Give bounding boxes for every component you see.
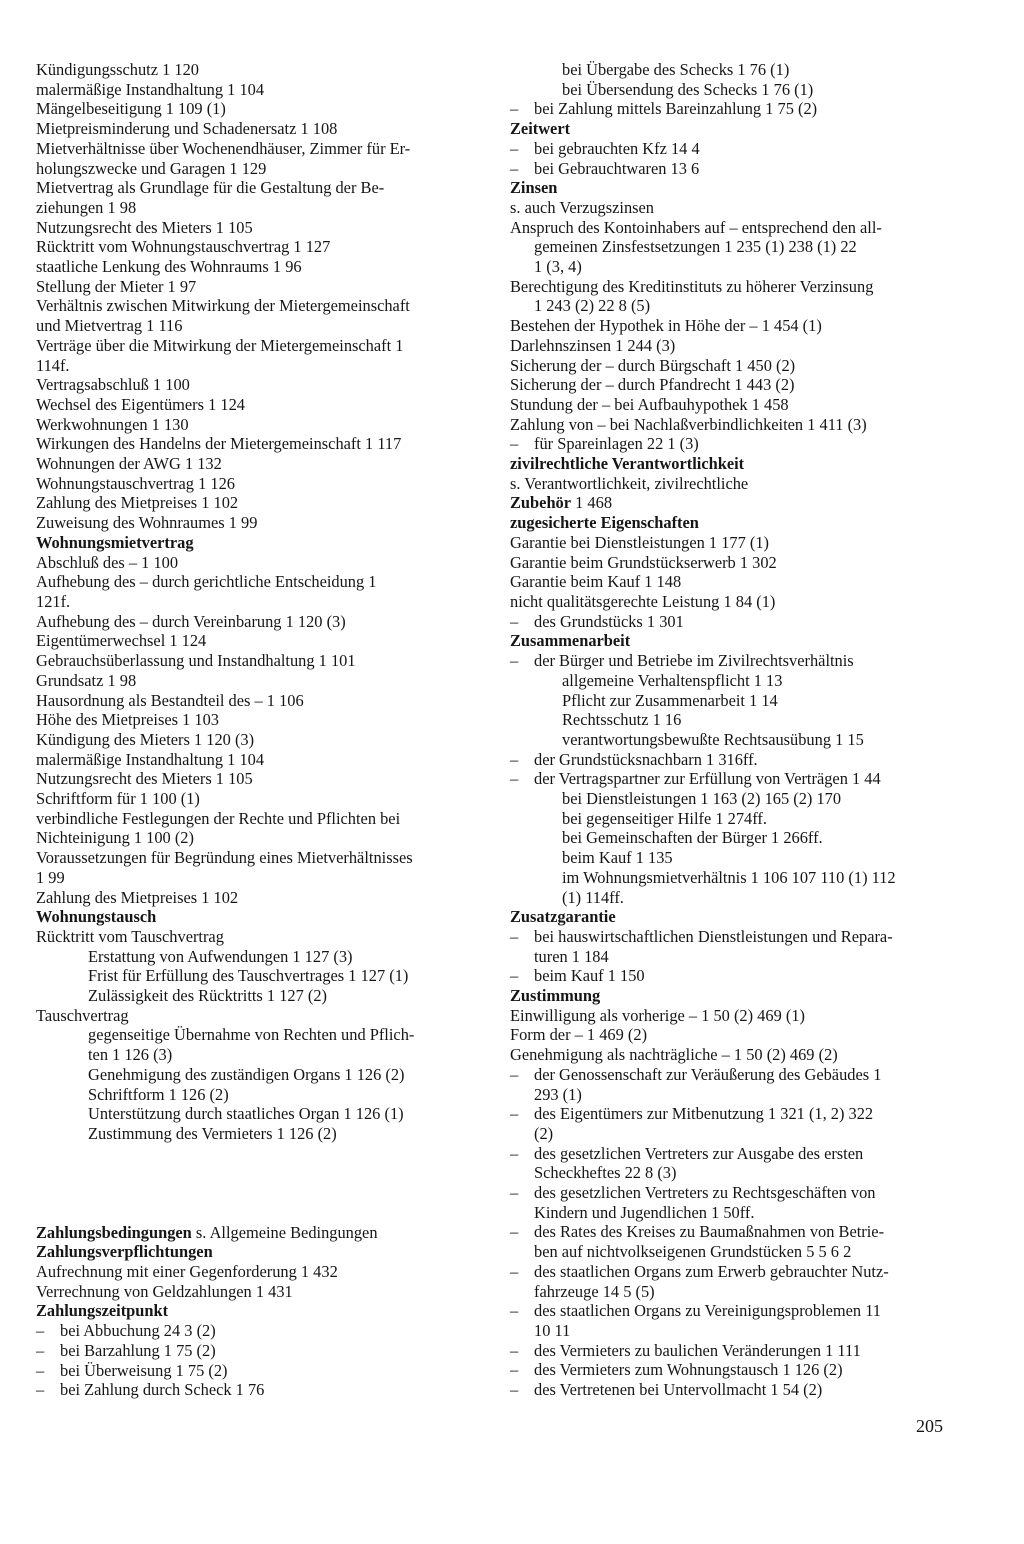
index-entry: Aufhebung des – durch Vereinbarung 1 120 (3) [36,611,346,631]
index-heading-reference: 1 468 [571,493,613,513]
index-entry: Nutzungsrecht des Mieters 1 105 [36,217,253,237]
index-entry: Kündigungsschutz 1 120 [36,60,199,79]
index-entry: Verrechnung von Geldzahlungen 1 431 [36,1281,293,1301]
index-dash-entry: – bei Abbuchung 24 3 (2) [36,1321,496,1341]
index-heading: Zahlungszeitpunkt [36,1301,169,1321]
index-subentry: beim Kauf 1 135 [562,848,673,868]
index-entry: Rücktritt vom Wohnungstauschvertrag 1 127 [36,237,331,257]
index-subentry: (1) 114ff. [562,887,624,907]
index-entry: Wohnungen der AWG 1 132 [36,454,222,474]
index-entry: Zahlung des Mietpreises 1 102 [36,493,239,513]
index-dash-entry: – des Vertretenen bei Untervollmacht 1 54 (2) [510,1380,960,1400]
index-continuation: 1 (3, 4) [534,257,582,277]
index-entry: Mängelbeseitigung 1 109 (1) [36,99,226,119]
index-dash-entry: – der Grundstücksnachbarn 1 316ff. [510,750,960,770]
index-subentry: Zulässigkeit des Rücktritts 1 127 (2) [88,986,328,1006]
index-continuation: Nichteinigung 1 100 (2) [36,828,194,848]
index-entry: Tauschvertrag [36,1005,129,1025]
index-subentry: Schriftform 1 126 (2) [88,1084,229,1104]
index-entry: malermäßige Instandhaltung 1 104 [36,749,265,769]
index-subentry: Unterstützung durch staatliches Organ 1 126 (1) [88,1104,404,1124]
index-continuation: ben auf nichtvolkseigenen Grundstücken 5 5 6 2 [534,1242,852,1262]
section-gap [36,1144,496,1223]
index-dash-entry: – bei Zahlung durch Scheck 1 76 [36,1380,496,1400]
index-entry: Mietverhältnisse über Wochenendhäuser, Zimmer für Er- [36,138,411,158]
index-entry: Kündigung des Mieters 1 120 (3) [36,729,255,749]
index-heading: Zustimmung [510,986,601,1006]
index-heading-label: Zubehör [510,493,572,513]
index-continuation: fahrzeuge 14 5 (5) [534,1281,655,1301]
index-continuation: gemeinen Zinsfestsetzungen 1 235 (1) 238 (1) 22 [534,237,857,257]
index-entry: s. Verantwortlichkeit, zivilrechtliche [510,473,749,493]
index-subentry: gegenseitige Übernahme von Rechten und Pflich- [88,1025,415,1045]
index-heading-label: Zahlungsbedingungen [36,1222,192,1242]
index-heading: Zusatzgarantie [510,907,616,927]
index-entry: Wirkungen des Handelns der Mietergemeinschaft 1 117 [36,434,402,454]
index-continuation: (2) [534,1123,554,1143]
index-dash-entry: – des Rates des Kreises zu Baumaßnahmen von Betrie- [510,1222,960,1242]
index-heading: zugesicherte Eigenschaften [510,513,699,533]
index-entry: Garantie beim Kauf 1 148 [510,572,682,592]
index-dash-entry: – bei Überweisung 1 75 (2) [36,1361,496,1381]
index-heading: Zahlungsverpflichtungen [36,1242,213,1262]
index-continuation: turen 1 184 [534,946,609,966]
index-entry: Stellung der Mieter 1 97 [36,276,197,296]
index-entry: Sicherung der – durch Pfandrecht 1 443 (2) [510,375,795,395]
index-continuation: und Mietvertrag 1 116 [36,316,183,336]
index-entry: verbindliche Festlegungen der Rechte und Pflichten bei [36,808,401,828]
index-continuation: Scheckheftes 22 8 (3) [534,1163,677,1183]
index-subentry: Pflicht zur Zusammenarbeit 1 14 [562,690,778,710]
left-column [36,60,496,1400]
index-continuation: 1 243 (2) 22 8 (5) [534,296,651,316]
index-subentry: Genehmigung des zuständigen Organs 1 126 (2) [88,1064,405,1084]
index-dash-entry: – bei gebrauchten Kfz 14 4 [510,139,960,159]
index-entry: s. auch Verzugszinsen [510,197,654,217]
index-entry: Mietpreisminderung und Schadenersatz 1 108 [36,119,338,139]
index-entry: Aufhebung des – durch gerichtliche Entscheidung 1 [36,572,377,592]
index-entry: Verhältnis zwischen Mitwirkung der Mietergemeinschaft [36,296,410,316]
index-dash-entry: – beim Kauf 1 150 [510,966,960,986]
index-heading: Zusammenarbeit [510,631,631,651]
index-heading: Wohnungsmietvertrag [36,532,194,552]
index-entry: Eigentümerwechsel 1 124 [36,631,207,651]
index-subentry: Rechtsschutz 1 16 [562,710,682,730]
index-entry: Wechsel des Eigentümers 1 124 [36,394,245,414]
index-entry: staatliche Lenkung des Wohnraums 1 96 [36,257,302,277]
index-subentry: Frist für Erfüllung des Tauschvertrages 1 127 (1) [88,966,409,986]
index-entry: nicht qualitätsgerechte Leistung 1 84 (1) [510,591,776,611]
index-entry: Form der – 1 469 (2) [510,1025,648,1045]
index-dash-entry: – der Genossenschaft zur Veräußerung des Gebäudes 1 [510,1065,960,1085]
index-entry: Berechtigung des Kreditinstituts zu höherer Verzinsung [510,276,874,296]
index-dash-entry: – bei Gebrauchtwaren 13 6 [510,159,960,179]
index-dash-entry: – für Spareinlagen 22 1 (3) [510,434,960,454]
index-heading [36,1223,496,1243]
index-dash-entry: – des Grundstücks 1 301 [510,612,960,632]
index-subentry: Erstattung von Aufwendungen 1 127 (3) [88,946,353,966]
index-entry: Mietvertrag als Grundlage für die Gestaltung der Be- [36,178,385,198]
index-dash-entry: – bei Barzahlung 1 75 (2) [36,1341,496,1361]
index-entry: Höhe des Mietpreises 1 103 [36,710,219,730]
index-entry: Nutzungsrecht des Mieters 1 105 [36,769,253,789]
index-entry: Hausordnung als Bestandteil des – 1 106 [36,690,304,710]
index-subentry: bei Übersendung des Schecks 1 76 (1) [562,79,814,99]
index-entry: Zahlung von – bei Nachlaßverbindlichkeiten 1 411 (3) [510,414,867,434]
index-heading: Zinsen [510,178,558,198]
index-entry: Bestehen der Hypothek in Höhe der – 1 454 (1) [510,316,822,336]
index-entry: Grundsatz 1 98 [36,670,137,690]
index-subentry: bei Dienstleistungen 1 163 (2) 165 (2) 170 [562,789,842,809]
index-subentry: ten 1 126 (3) [88,1045,173,1065]
index-continuation: ziehungen 1 98 [36,197,137,217]
index-continuation: 114f. [36,355,70,375]
index-heading [510,493,960,513]
index-entry: Zahlung des Mietpreises 1 102 [36,887,239,907]
index-dash-entry: – bei hauswirtschaftlichen Dienstleistungen und Repara- [510,927,960,947]
index-entry: Aufrechnung mit einer Gegenforderung 1 432 [36,1262,338,1282]
index-dash-entry: – bei Zahlung mittels Bareinzahlung 1 75 (2) [510,99,960,119]
index-entry: malermäßige Instandhaltung 1 104 [36,79,265,99]
index-dash-entry: – des Vermieters zum Wohnungstausch 1 126 (2) [510,1360,960,1380]
index-subentry: im Wohnungsmietverhältnis 1 106 107 110 (1) 112 [562,867,896,887]
index-dash-entry: – der Vertragspartner zur Erfüllung von Verträgen 1 44 [510,769,960,789]
index-dash-entry: – der Bürger und Betriebe im Zivilrechtsverhältnis [510,651,960,671]
index-continuation: 10 11 [534,1321,571,1340]
index-entry: Verträge über die Mitwirkung der Mietergemeinschaft 1 [36,335,404,355]
index-entry: Werkwohnungen 1 130 [36,414,189,434]
index-entry: Garantie beim Grundstückserwerb 1 302 [510,552,777,572]
index-entry: Rücktritt vom Tauschvertrag [36,926,224,946]
index-subentry: bei Gemeinschaften der Bürger 1 266ff. [562,828,823,848]
index-subentry: bei gegenseitiger Hilfe 1 274ff. [562,808,767,828]
index-entry: Schriftform für 1 100 (1) [36,789,200,809]
index-continuation: 293 (1) [534,1084,582,1104]
index-entry: Darlehnszinsen 1 244 (3) [510,335,676,355]
page-number: 205 [916,1416,943,1436]
index-dash-entry: – des staatlichen Organs zum Erwerb gebrauchter Nutz- [510,1262,960,1282]
index-subentry: verantwortungsbewußte Rechtsausübung 1 15 [562,729,864,749]
index-entry: Sicherung der – durch Bürgschaft 1 450 (2) [510,355,796,375]
index-continuation: 1 99 [36,867,65,887]
index-heading: Zeitwert [510,119,571,139]
index-dash-entry: – des staatlichen Organs zu Vereinigungsproblemen 11 [510,1301,960,1321]
index-subentry: Zustimmung des Vermieters 1 126 (2) [88,1123,337,1143]
index-entry: Zuweisung des Wohnraumes 1 99 [36,513,258,533]
index-entry: Voraussetzungen für Begründung eines Mietverhältnisses [36,848,413,868]
index-entry: Vertragsabschluß 1 100 [36,375,190,395]
index-continuation: holungszwecke und Garagen 1 129 [36,158,267,178]
index-dash-entry: – des Vermieters zu baulichen Veränderungen 1 111 [510,1341,960,1361]
index-entry: Einwilligung als vorherige – 1 50 (2) 469 (1) [510,1005,805,1025]
index-entry: Abschluß des – 1 100 [36,552,179,572]
right-column [510,60,960,1400]
index-continuation: 121f. [36,591,71,611]
index-heading: Wohnungstausch [36,907,157,927]
index-entry: Stundung der – bei Aufbauhypothek 1 458 [510,394,789,414]
index-entry: Wohnungstauschvertrag 1 126 [36,473,235,493]
index-subentry: allgemeine Verhaltenspflicht 1 13 [562,670,783,690]
index-entry: Garantie bei Dienstleistungen 1 177 (1) [510,532,769,552]
index-dash-entry: – des gesetzlichen Vertreters zu Rechtsgeschäften von [510,1183,960,1203]
index-subentry: bei Übergabe des Schecks 1 76 (1) [562,60,790,79]
index-entry: Genehmigung als nachträgliche – 1 50 (2) 469 (2) [510,1045,838,1065]
index-dash-entry: – des Eigentümers zur Mitbenutzung 1 321 (1, 2) 322 [510,1104,960,1124]
index-continuation: Kindern und Jugendlichen 1 50ff. [534,1202,755,1222]
index-entry: Gebrauchsüberlassung und Instandhaltung 1 101 [36,651,356,671]
index-entry: Anspruch des Kontoinhabers auf – entsprechend den all- [510,217,882,237]
index-heading: zivilrechtliche Verantwortlichkeit [510,454,745,474]
index-dash-entry: – des gesetzlichen Vertreters zur Ausgabe des ersten [510,1144,960,1164]
index-heading-reference: s. Allgemeine Bedingungen [191,1222,378,1242]
